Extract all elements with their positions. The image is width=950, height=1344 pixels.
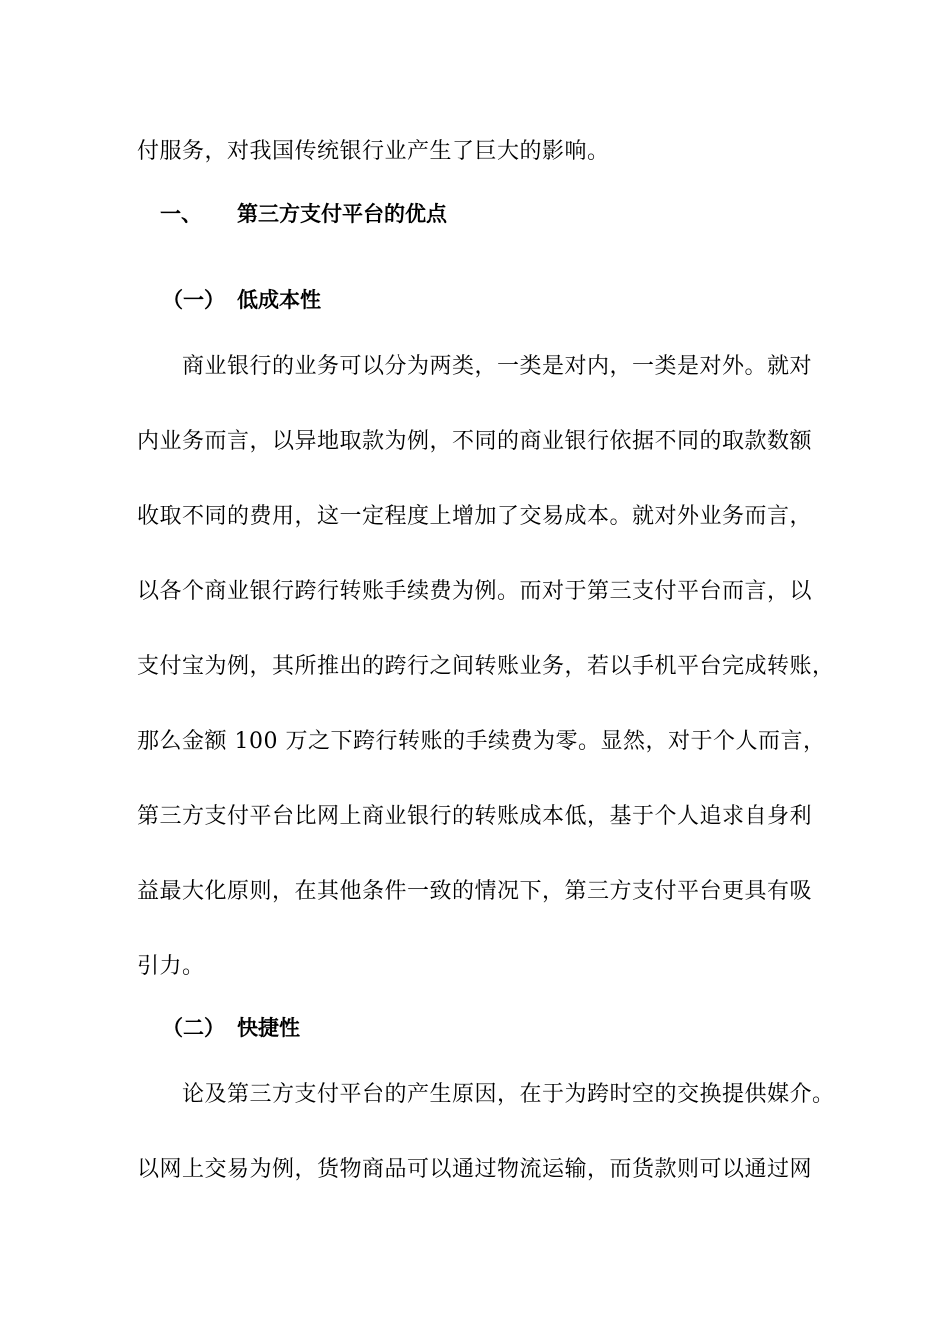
paragraph-line: 益最大化原则，在其他条件一致的情况下，第三方支付平台更具有吸	[137, 879, 813, 904]
paragraph-line: 以各个商业银行跨行转账手续费为例。而对于第三支付平台而言，以	[137, 579, 813, 604]
section-number: 一、	[160, 202, 202, 226]
section-title: 第三方支付平台的优点	[237, 202, 447, 226]
subsection-number: （一）	[162, 288, 225, 312]
paragraph-line: 论及第三方支付平台的产生原因，在于为跨时空的交换提供媒介。	[182, 1082, 835, 1107]
subsection-title: 快捷性	[237, 1016, 300, 1040]
subsection-number: （二）	[162, 1016, 225, 1040]
paragraph-line: 商业银行的业务可以分为两类，一类是对内，一类是对外。就对	[182, 354, 813, 379]
paragraph-line: 第三方支付平台比网上商业银行的转账成本低，基于个人追求自身利	[137, 804, 813, 829]
paragraph-line: 那么金额 100 万之下跨行转账的手续费为零。显然，对于个人而言，	[137, 729, 826, 754]
paragraph-line: 引力。	[137, 954, 205, 979]
paragraph-line: 内业务而言，以异地取款为例，不同的商业银行依据不同的取款数额	[137, 429, 813, 454]
paragraph-line: 以网上交易为例，货物商品可以通过物流运输，而货款则可以通过网	[137, 1157, 813, 1182]
paragraph-line: 付服务，对我国传统银行业产生了巨大的影响。	[137, 139, 610, 164]
subsection-title: 低成本性	[237, 288, 321, 312]
paragraph-line: 收取不同的费用，这一定程度上增加了交易成本。就对外业务而言，	[137, 504, 813, 529]
paragraph-line: 支付宝为例，其所推出的跨行之间转账业务，若以手机平台完成转账，	[137, 654, 835, 679]
